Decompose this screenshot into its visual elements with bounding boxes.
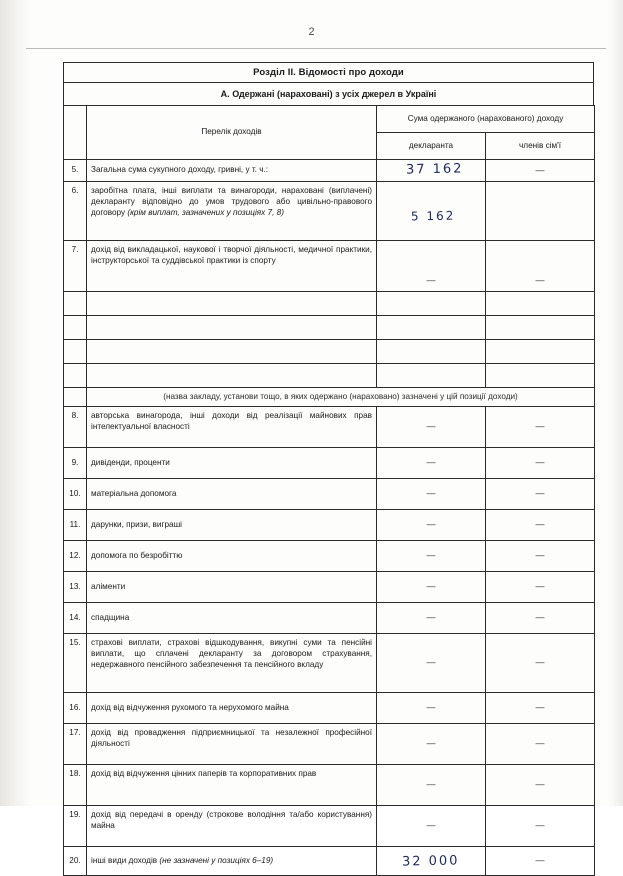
row-description: страхові виплати, страхові відшкодування, викупні суми та пенсійні виплати, що сплачені декларанту за договором страхування, недержавного пенсійного забезпечення та пенсійного вкладу <box>87 634 377 693</box>
dash-mark: — <box>535 657 545 668</box>
row-value-declarant <box>377 241 486 292</box>
handwritten-value: 32 000 <box>402 852 460 870</box>
row-description: матеріальна допомога <box>87 479 377 510</box>
row-number: 14. <box>64 603 87 634</box>
table-row <box>64 572 595 603</box>
row-description: дохід від передачі в оренду (строкове володіння та/або користування) майна <box>87 806 377 847</box>
row-value-declarant <box>377 693 486 724</box>
row-value-declarant <box>377 541 486 572</box>
row-value-family <box>486 765 595 806</box>
row-value-family <box>486 241 595 292</box>
row-number: 20. <box>64 847 87 876</box>
row-description: дивіденди, проценти <box>87 448 377 479</box>
row-value-family <box>486 510 595 541</box>
row-value-declarant-blank <box>377 364 486 388</box>
row-description: дохід від відчуження рухомого та нерухомого майна <box>87 693 377 724</box>
dash-mark: — <box>426 702 436 713</box>
row-value-family <box>486 160 595 182</box>
row-number: 19. <box>64 806 87 847</box>
dash-mark: — <box>535 738 545 749</box>
dash-mark: — <box>535 488 545 499</box>
dash-mark: — <box>426 581 436 592</box>
table-row <box>64 765 595 806</box>
row-number-blank <box>64 316 87 340</box>
row-description: алiменти <box>87 572 377 603</box>
dash-mark: — <box>535 702 545 713</box>
scan-shadow-left <box>0 0 30 806</box>
dash-mark: — <box>535 550 545 561</box>
dash-mark: — <box>535 519 545 530</box>
dash-mark: — <box>535 457 545 468</box>
row-value-declarant <box>377 448 486 479</box>
subsection-letter: А. <box>220 89 230 99</box>
handwritten-value: 37 162 <box>406 161 464 178</box>
dash-mark: — <box>535 581 545 592</box>
header-declarant-cell: декларанта <box>377 133 486 160</box>
table-row <box>64 182 595 241</box>
row-number-blank <box>64 340 87 364</box>
dash-mark: — <box>535 421 545 432</box>
table-row <box>64 479 595 510</box>
row-value-declarant <box>377 160 486 182</box>
dash-mark: — <box>426 488 436 499</box>
header-list-cell: Перелік доходів <box>87 106 377 160</box>
caption-num-cell <box>64 388 87 407</box>
table-row <box>64 724 595 765</box>
table-row <box>64 806 595 847</box>
dash-mark: — <box>535 164 545 175</box>
header-num-cell <box>64 106 87 133</box>
row-value-declarant <box>377 634 486 693</box>
row-description: авторська винагорода, інші доходи від реалізації майнових прав інтелектуальної власності <box>87 407 377 448</box>
handwritten-value: 5 162 <box>410 208 456 224</box>
row-value-declarant <box>377 806 486 847</box>
row-description: допомога по безробіттю <box>87 541 377 572</box>
row-number: 18. <box>64 765 87 806</box>
dash-mark: — <box>426 612 436 623</box>
row-number: 7. <box>64 241 87 292</box>
row-number: 15. <box>64 634 87 693</box>
row-value-declarant <box>377 572 486 603</box>
row-number: 8. <box>64 407 87 448</box>
table-row <box>64 634 595 693</box>
table-row <box>64 160 595 182</box>
row-description-italic: (крім виплат, зазначених у позиціях 7, 8) <box>127 207 284 217</box>
header-family-cell: членів сім'ї <box>486 133 595 160</box>
table-row-blank <box>64 316 595 340</box>
row-number: 17. <box>64 724 87 765</box>
declaration-form <box>63 62 594 876</box>
row-value-declarant <box>377 847 486 876</box>
table-row <box>64 407 595 448</box>
dash-mark: — <box>535 855 545 866</box>
dash-mark: — <box>426 519 436 530</box>
row-value-declarant <box>377 603 486 634</box>
row-number: 11. <box>64 510 87 541</box>
row-description: дарунки, призи, виграші <box>87 510 377 541</box>
dash-mark: — <box>426 738 436 749</box>
row-description-text: заробітна плата, інші виплати та винагороди, нараховані (виплачені) декларанту відповідно до умов трудового або цивільно-правового договору <box>91 186 372 217</box>
income-table <box>63 105 595 876</box>
row-number: 6. <box>64 182 87 241</box>
row-value-family <box>486 634 595 693</box>
row-value-family <box>486 479 595 510</box>
dash-mark: — <box>535 612 545 623</box>
dash-mark: — <box>426 820 436 831</box>
dash-mark: — <box>535 275 545 286</box>
row-number-blank <box>64 292 87 316</box>
row-value-family <box>486 603 595 634</box>
header-num-cell-2 <box>64 133 87 160</box>
row-description: дохід від провадження підприємницької та незалежної професійної діяльності <box>87 724 377 765</box>
subsection-title <box>63 82 594 105</box>
table-row-blank <box>64 340 595 364</box>
row-value-declarant <box>377 182 486 241</box>
row-description-blank <box>87 292 377 316</box>
row-description-blank <box>87 340 377 364</box>
row-number: 9. <box>64 448 87 479</box>
table-row-blank <box>64 364 595 388</box>
table-row <box>64 847 595 876</box>
row-number: 10. <box>64 479 87 510</box>
header-sum-cell: Сума одержаного (нарахованого) доходу <box>377 106 595 133</box>
row-number: 12. <box>64 541 87 572</box>
dash-mark: — <box>426 550 436 561</box>
section-title: Розділ II. Відомості про доходи <box>63 62 594 82</box>
row-value-family <box>486 182 595 241</box>
row-description: Загальна сума сукупного доходу, гривні, у т. ч.: <box>87 160 377 182</box>
row-description-blank <box>87 364 377 388</box>
row-number-blank <box>64 364 87 388</box>
row-description-italic: (не зазначені у позиціях 6–19) <box>159 855 274 865</box>
row-value-declarant <box>377 765 486 806</box>
dash-mark: — <box>535 779 545 790</box>
table-header-row-1 <box>64 106 595 133</box>
header-rule <box>26 48 606 49</box>
row-value-family-blank <box>486 364 595 388</box>
row-number: 13. <box>64 572 87 603</box>
table-row <box>64 541 595 572</box>
note-caption: (назва закладу, установи тощо, в яких одержано (нараховано) зазначені у цій позиції доходи) <box>87 388 595 407</box>
row-value-declarant-blank <box>377 292 486 316</box>
table-row <box>64 448 595 479</box>
scan-shadow-right <box>609 0 623 806</box>
table-row <box>64 510 595 541</box>
row-value-family <box>486 407 595 448</box>
row-value-family <box>486 693 595 724</box>
dash-mark: — <box>426 275 436 286</box>
row-value-family-blank <box>486 292 595 316</box>
row-value-family-blank <box>486 340 595 364</box>
row-value-family <box>486 847 595 876</box>
table-row-blank <box>64 292 595 316</box>
dash-mark: — <box>535 820 545 831</box>
table-row <box>64 693 595 724</box>
row-description-text: інші види доходів <box>91 855 160 865</box>
row-value-declarant <box>377 407 486 448</box>
subsection-label: Одержані (нараховані) з усіх джерел в Україні <box>232 89 437 99</box>
row-value-declarant <box>377 724 486 765</box>
row-description: дохід від викладацької, наукової і творчої діяльності, медичної практики, інструкторської та суддівської практики із спорту <box>87 241 377 292</box>
row-value-family <box>486 448 595 479</box>
row-description: спадщина <box>87 603 377 634</box>
dash-mark: — <box>426 421 436 432</box>
row-description <box>87 182 377 241</box>
dash-mark: — <box>426 457 436 468</box>
row-number: 16. <box>64 693 87 724</box>
row-value-family <box>486 724 595 765</box>
row-value-declarant <box>377 510 486 541</box>
dash-mark: — <box>426 779 436 790</box>
dash-mark: — <box>426 657 436 668</box>
row-value-declarant-blank <box>377 316 486 340</box>
table-caption-row <box>64 388 595 407</box>
row-value-family <box>486 572 595 603</box>
row-number: 5. <box>64 160 87 182</box>
row-value-family-blank <box>486 316 595 340</box>
row-value-family <box>486 806 595 847</box>
page-number: 2 <box>308 26 315 38</box>
row-value-declarant <box>377 479 486 510</box>
table-row <box>64 241 595 292</box>
table-row <box>64 603 595 634</box>
row-description: дохід від відчуження цінних паперів та корпоративних прав <box>87 765 377 806</box>
row-description <box>87 847 377 876</box>
row-description-blank <box>87 316 377 340</box>
row-value-declarant-blank <box>377 340 486 364</box>
row-value-family <box>486 541 595 572</box>
